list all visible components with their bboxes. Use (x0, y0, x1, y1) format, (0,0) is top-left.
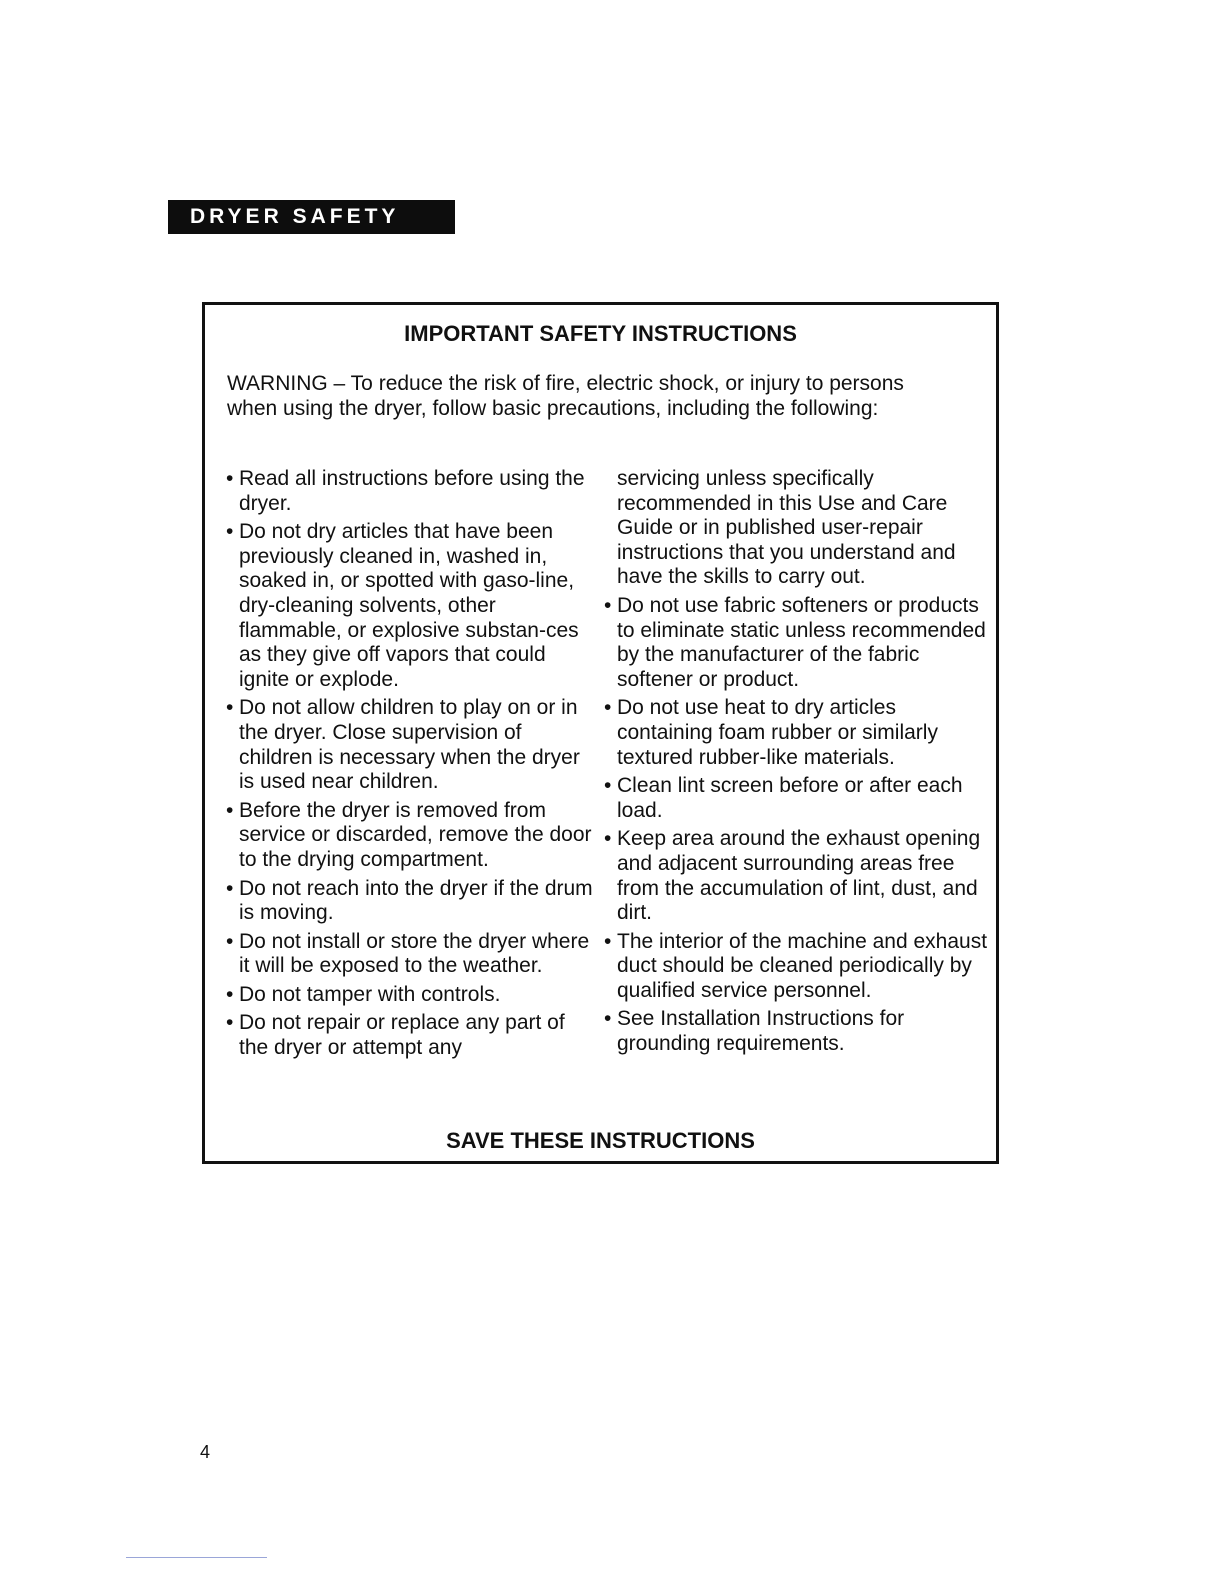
section-heading: DRYER SAFETY (168, 200, 455, 234)
list-item-continuation: servicing unless specifically recommended in this Use and Care Guide or in published user-repair instructions that you understand and have the skills to carry out. (617, 467, 956, 589)
list-item: • Do not reach into the dryer if the drum is moving. (227, 877, 597, 926)
left-column (227, 467, 597, 1065)
list-item: • Do not allow children to play on or in the dryer. Close supervision of children is necessary when the dryer is used near children. (227, 696, 597, 794)
warning-paragraph: WARNING – To reduce the risk of fire, electric shock, or injury to persons when using the dryer, follow basic precautions, including the following: (227, 372, 904, 420)
list-item: • The interior of the machine and exhaust duct should be cleaned periodically by qualified service personnel. (605, 930, 990, 1004)
list-item: • Do not install or store the dryer where it will be exposed to the weather. (227, 930, 597, 979)
bottom-divider (126, 1557, 267, 1558)
box-title: IMPORTANT SAFETY INSTRUCTIONS (404, 321, 797, 346)
right-column (605, 467, 990, 1061)
safety-instructions-box (202, 302, 999, 1164)
page-number: 4 (200, 1442, 211, 1462)
list-item: • Clean lint screen before or after each load. (605, 774, 990, 823)
list-item: • Do not dry articles that have been previously cleaned in, washed in, soaked in, or spotted with gaso-line, dry-cleaning solvents, other flammable, or explosive substan-ces as they give off vapors that could ignite or explode. (227, 520, 597, 692)
list-item: • Do not repair or replace any part of the dryer or attempt any (227, 1011, 597, 1060)
list-item: • Do not tamper with controls. (227, 983, 597, 1008)
box-footer: SAVE THESE INSTRUCTIONS (446, 1128, 755, 1153)
list-item: • See Installation Instructions for grounding requirements. (605, 1007, 990, 1056)
list-item: • Keep area around the exhaust opening and adjacent surrounding areas free from the accumulation of lint, dust, and dirt. (605, 827, 990, 925)
list-item: • Read all instructions before using the dryer. (227, 467, 597, 516)
list-item: • Do not use heat to dry articles containing foam rubber or similarly textured rubber-like materials. (605, 696, 990, 770)
list-item: • Do not use fabric softeners or products to eliminate static unless recommended by the manufacturer of the fabric softener or product. (605, 594, 990, 692)
list-item: • Before the dryer is removed from service or discarded, remove the door to the drying compartment. (227, 799, 597, 873)
